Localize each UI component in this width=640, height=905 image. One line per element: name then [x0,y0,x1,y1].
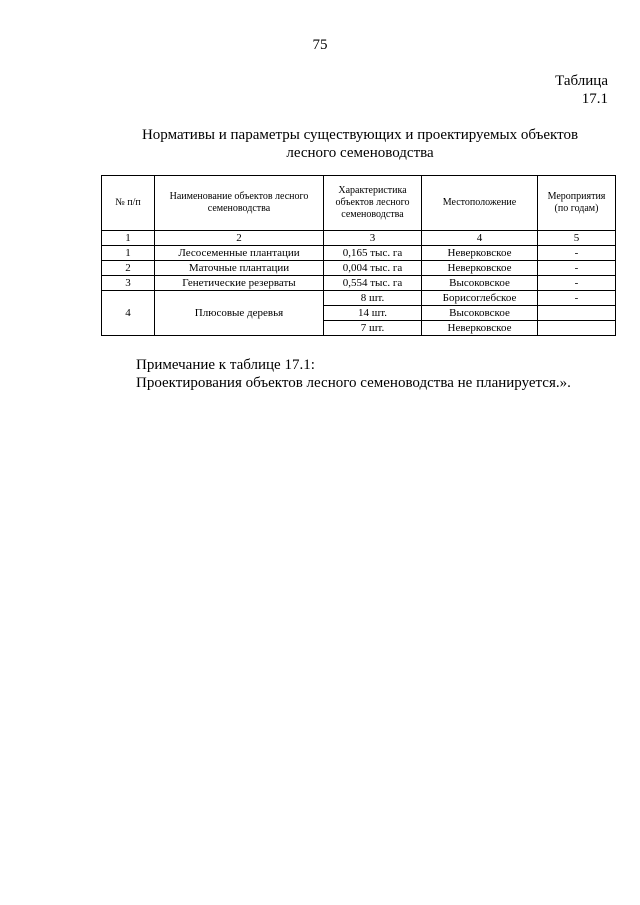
header-measures: Мероприятия (по годам) [538,176,616,231]
seed-objects-table [101,175,616,336]
row-number: 2 [102,261,155,276]
row-characteristic: 0,165 тыс. га [324,246,422,261]
row-name: Лесосеменные плантации [155,246,324,261]
table-row [102,246,616,261]
note-text: Проектирования объектов лесного семеноводства не планируется.». [136,375,571,391]
header-number: № п/п [102,176,155,231]
table-row [102,291,616,306]
row-name: Плюсовые деревья [155,291,324,336]
table-row [102,261,616,276]
note-title: Примечание к таблице 17.1: [136,357,315,373]
column-number: 3 [324,231,422,246]
page-number: 75 [312,37,328,53]
row-number: 3 [102,276,155,291]
row-measures: - [538,246,616,261]
row-location: Высоковское [422,276,538,291]
row-name: Генетические резерваты [155,276,324,291]
row-characteristic: 14 шт. [324,306,422,321]
table-title [120,126,600,162]
row-characteristic: 0,554 тыс. га [324,276,422,291]
row-measures: - [538,276,616,291]
row-location: Высоковское [422,306,538,321]
row-number: 1 [102,246,155,261]
row-measures: - [538,291,616,306]
column-number: 5 [538,231,616,246]
table-title-line-1: Нормативы и параметры существующих и проектируемых объектов [141,127,579,143]
row-measures: - [538,261,616,276]
row-characteristic: 7 шт. [324,321,422,336]
table-title-line-2: лесного семеноводства [286,145,434,161]
table-caption-label: Таблица [555,73,608,89]
table-caption-number: 17.1 [581,91,608,107]
row-number: 4 [102,291,155,336]
header-name: Наименование объектов лесного семеноводства [155,176,324,231]
header-location: Местоположение [422,176,538,231]
column-number: 4 [422,231,538,246]
table-header-row [102,176,616,231]
row-measures [538,321,616,336]
column-number: 1 [102,231,155,246]
row-characteristic: 8 шт. [324,291,422,306]
row-location: Неверковское [422,321,538,336]
row-name: Маточные плантации [155,261,324,276]
header-characteristic: Характеристика объектов лесного семеноводства [324,176,422,231]
column-number-row [102,231,616,246]
row-measures [538,306,616,321]
table-caption [555,72,608,108]
column-number: 2 [155,231,324,246]
row-characteristic: 0,004 тыс. га [324,261,422,276]
row-location: Борисоглебское [422,291,538,306]
row-location: Неверковское [422,246,538,261]
table-row [102,276,616,291]
row-location: Неверковское [422,261,538,276]
